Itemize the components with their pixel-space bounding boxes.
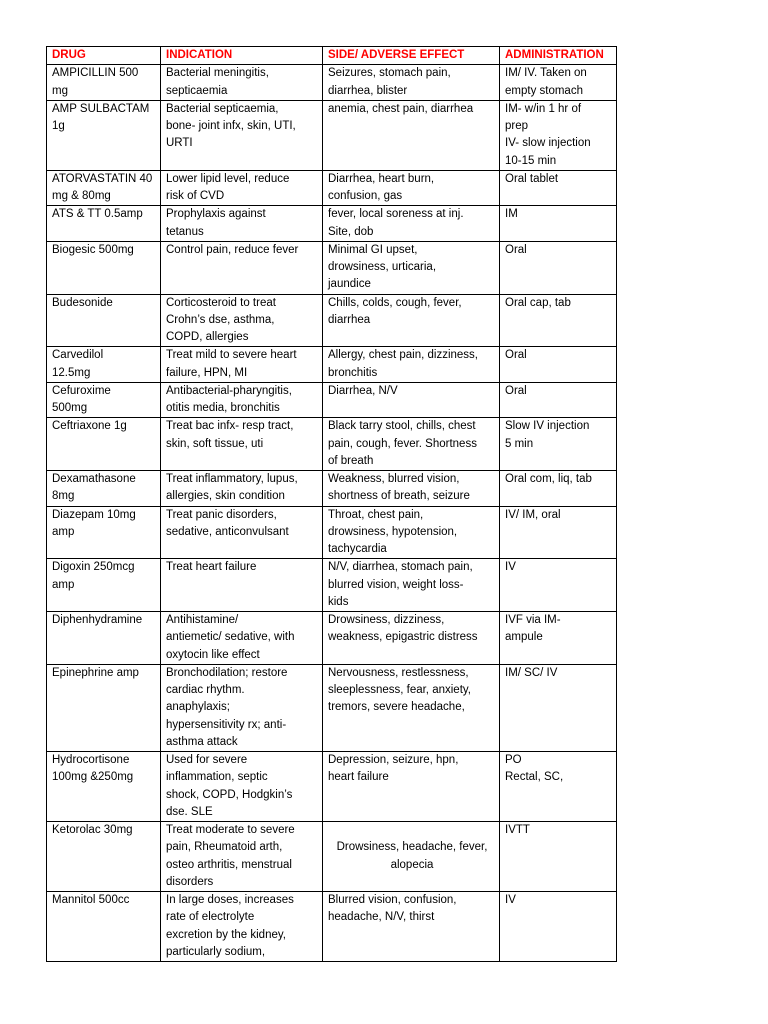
table-row [47, 612, 617, 665]
side-effect-cell: Drowsiness, dizziness, weakness, epigastric distress [323, 612, 500, 665]
administration-cell: IM [500, 206, 617, 242]
indication-cell: Used for severe inflammation, septic shock, COPD, Hodgkin’s dse. SLE [161, 752, 323, 822]
indication-cell: In large doses, increases rate of electrolyte excretion by the kidney, particularly sodium, [161, 892, 323, 962]
side-effect-cell: Allergy, chest pain, dizziness, bronchitis [323, 347, 500, 383]
indication-cell: Treat bac infx- resp tract, skin, soft tissue, uti [161, 418, 323, 471]
administration-cell: Oral [500, 382, 617, 418]
drug-cell: Mannitol 500cc [47, 892, 161, 962]
table-row [47, 206, 617, 242]
header-indication: INDICATION [161, 47, 323, 65]
indication-cell: Treat heart failure [161, 559, 323, 612]
side-effect-cell: Black tarry stool, chills, chest pain, cough, fever. Shortness of breath [323, 418, 500, 471]
drug-cell: Ketorolac 30mg [47, 822, 161, 892]
drug-cell: Diphenhydramine [47, 612, 161, 665]
indication-cell: Treat inflammatory, lupus, allergies, skin condition [161, 471, 323, 507]
drug-cell: Dexamathasone 8mg [47, 471, 161, 507]
drug-cell: Digoxin 250mcg amp [47, 559, 161, 612]
drug-cell: Cefuroxime 500mg [47, 382, 161, 418]
indication-cell: Bronchodilation; restore cardiac rhythm. anaphylaxis; hypersensitivity rx; anti- asthma attack [161, 664, 323, 751]
drug-cell: AMP SULBACTAM 1g [47, 100, 161, 170]
administration-cell: IM/ IV. Taken on empty stomach [500, 65, 617, 101]
table-row [47, 294, 617, 347]
table-row [47, 170, 617, 206]
drug-cell: Budesonide [47, 294, 161, 347]
drug-cell: Carvedilol 12.5mg [47, 347, 161, 383]
drug-cell: Hydrocortisone 100mg &250mg [47, 752, 161, 822]
table-row [47, 347, 617, 383]
drug-cell: ATORVASTATIN 40 mg & 80mg [47, 170, 161, 206]
indication-cell: Treat panic disorders, sedative, anticonvulsant [161, 506, 323, 559]
administration-cell: Oral cap, tab [500, 294, 617, 347]
administration-cell: PO Rectal, SC, [500, 752, 617, 822]
indication-cell: Control pain, reduce fever [161, 241, 323, 294]
table-header-row [47, 47, 617, 65]
administration-cell: IVF via IM- ampule [500, 612, 617, 665]
drug-table [46, 46, 617, 962]
indication-cell: Prophylaxis against tetanus [161, 206, 323, 242]
side-effect-cell: Chills, colds, cough, fever, diarrhea [323, 294, 500, 347]
table-row [47, 100, 617, 170]
indication-cell: Bacterial septicaemia, bone- joint infx, skin, UTI, URTI [161, 100, 323, 170]
indication-cell: Lower lipid level, reduce risk of CVD [161, 170, 323, 206]
side-effect-cell: Depression, seizure, hpn, heart failure [323, 752, 500, 822]
drug-cell: ATS & TT 0.5amp [47, 206, 161, 242]
header-administration: ADMINISTRATION [500, 47, 617, 65]
table-row [47, 241, 617, 294]
drug-cell: Epinephrine amp [47, 664, 161, 751]
side-effect-cell: Weakness, blurred vision, shortness of breath, seizure [323, 471, 500, 507]
drug-cell: Diazepam 10mg amp [47, 506, 161, 559]
table-row [47, 892, 617, 962]
drug-cell: Biogesic 500mg [47, 241, 161, 294]
administration-cell: Slow IV injection 5 min [500, 418, 617, 471]
side-effect-cell: fever, local soreness at inj. Site, dob [323, 206, 500, 242]
administration-cell: IV [500, 892, 617, 962]
administration-cell: IVTT [500, 822, 617, 892]
side-effect-cell: Diarrhea, N/V [323, 382, 500, 418]
administration-cell: IM- w/in 1 hr of prep IV- slow injection 10-15 min [500, 100, 617, 170]
side-effect-cell: Throat, chest pain, drowsiness, hypotension, tachycardia [323, 506, 500, 559]
side-effect-cell: Diarrhea, heart burn, confusion, gas [323, 170, 500, 206]
indication-cell: Treat moderate to severe pain, Rheumatoid arth, osteo arthritis, menstrual disorders [161, 822, 323, 892]
indication-cell: Bacterial meningitis, septicaemia [161, 65, 323, 101]
side-effect-cell: N/V, diarrhea, stomach pain, blurred vision, weight loss- kids [323, 559, 500, 612]
table-row [47, 65, 617, 101]
indication-cell: Antihistamine/ antiemetic/ sedative, with oxytocin like effect [161, 612, 323, 665]
table-row [47, 418, 617, 471]
administration-cell: Oral com, liq, tab [500, 471, 617, 507]
drug-cell: Ceftriaxone 1g [47, 418, 161, 471]
table-row [47, 664, 617, 751]
side-effect-cell: Blurred vision, confusion, headache, N/V, thirst [323, 892, 500, 962]
table-row [47, 559, 617, 612]
administration-cell: IM/ SC/ IV [500, 664, 617, 751]
indication-cell: Treat mild to severe heart failure, HPN, MI [161, 347, 323, 383]
indication-cell: Corticosteroid to treat Crohn’s dse, asthma, COPD, allergies [161, 294, 323, 347]
administration-cell: Oral [500, 241, 617, 294]
side-effect-cell: Seizures, stomach pain, diarrhea, blister [323, 65, 500, 101]
table-row [47, 822, 617, 892]
table-row [47, 752, 617, 822]
side-effect-cell: anemia, chest pain, diarrhea [323, 100, 500, 170]
side-effect-cell: Nervousness, restlessness, sleeplessness, fear, anxiety, tremors, severe headache, [323, 664, 500, 751]
administration-cell: Oral tablet [500, 170, 617, 206]
indication-cell: Antibacterial-pharyngitis, otitis media, bronchitis [161, 382, 323, 418]
side-effect-cell: Drowsiness, headache, fever, alopecia [323, 822, 500, 892]
administration-cell: Oral [500, 347, 617, 383]
table-row [47, 471, 617, 507]
drug-cell: AMPICILLIN 500 mg [47, 65, 161, 101]
administration-cell: IV/ IM, oral [500, 506, 617, 559]
header-drug: DRUG [47, 47, 161, 65]
table-row [47, 506, 617, 559]
header-side-effect: SIDE/ ADVERSE EFFECT [323, 47, 500, 65]
side-effect-cell: Minimal GI upset, drowsiness, urticaria, jaundice [323, 241, 500, 294]
table-row [47, 382, 617, 418]
administration-cell: IV [500, 559, 617, 612]
